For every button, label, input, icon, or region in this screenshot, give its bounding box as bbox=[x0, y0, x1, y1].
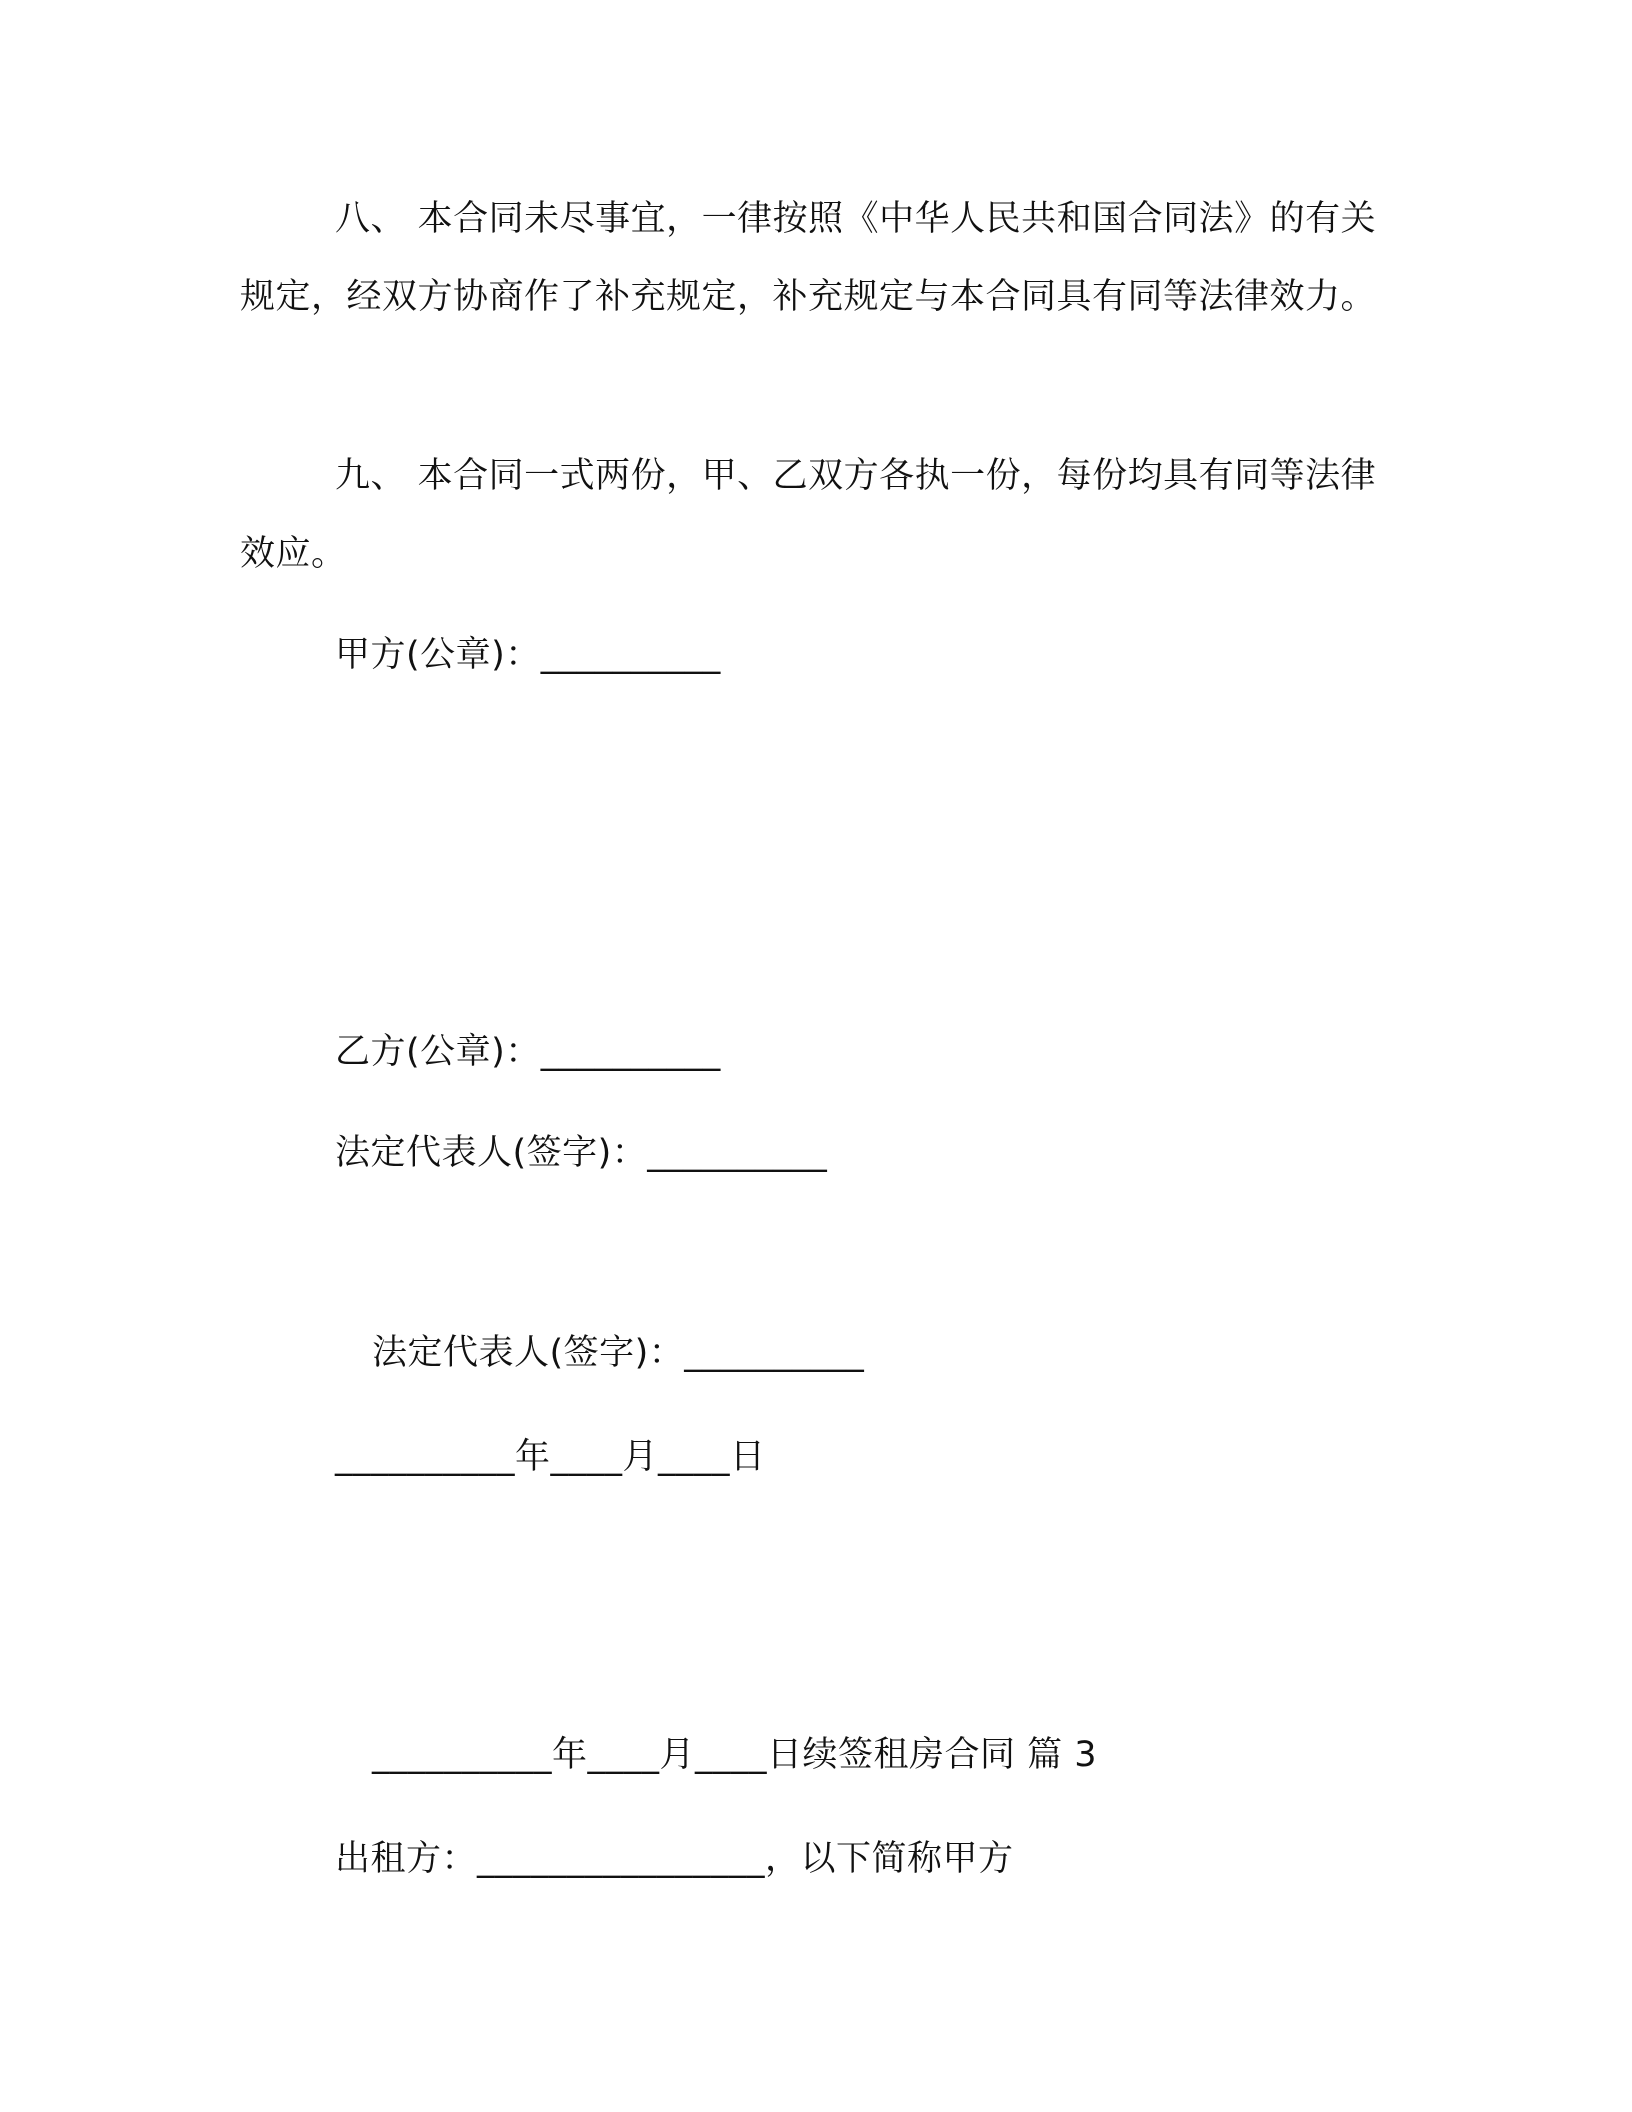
lessor-line: 出租方：________________，以下简称甲方 bbox=[335, 1839, 1014, 1879]
clause-8: 八、 本合同未尽事宜，一律按照《中华人民共和国合同法》的有关规定，经双方协商作了补充规定，补充规定与本合同具有同等法律效力。 bbox=[240, 199, 1377, 317]
party-b-seal-line: 乙方(公章)：__________ bbox=[335, 1032, 721, 1072]
legal-rep-signature-line-2: 法定代表人(签字)：__________ bbox=[372, 1333, 865, 1373]
legal-rep-signature-line: 法定代表人(签字)：__________ bbox=[335, 1133, 828, 1173]
date-line: __________年____月____日 bbox=[335, 1437, 766, 1477]
party-a-seal-line: 甲方(公章)：__________ bbox=[335, 635, 721, 675]
section-title: __________年____月____日续签租房合同 篇 3 bbox=[372, 1735, 1098, 1775]
clause-9: 九、 本合同一式两份，甲、乙双方各执一份，每份均具有同等法律效应。 bbox=[240, 456, 1377, 574]
